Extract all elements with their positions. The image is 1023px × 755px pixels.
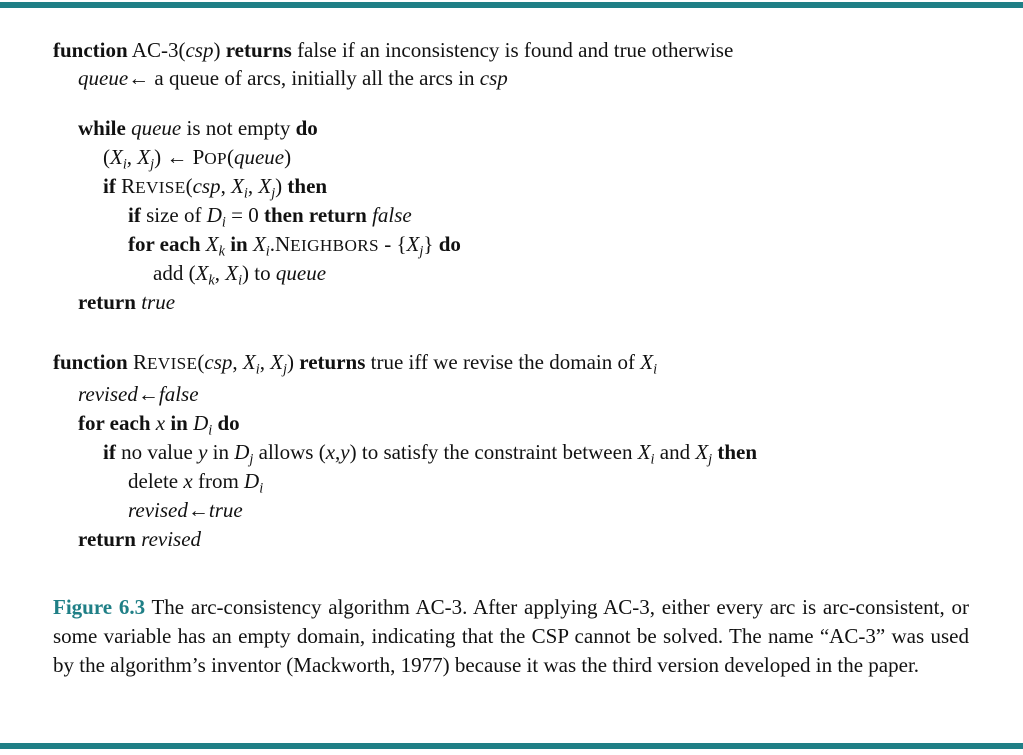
figure-label: Figure 6.3 [53,595,146,619]
if-size-line: if size of $D_i = 0$ then return false [128,203,412,231]
while-line: while queue is not empty do [78,116,318,140]
top-rule [0,2,1023,8]
if-revise-line: if REVISE(csp, $X_i$, $X_j$) then [103,174,328,202]
add-arc-line: add ($X_k$, $X_i$) to queue [153,261,327,289]
figure-caption [53,593,969,680]
revise-signature: function REVISE(csp, $X_i$, $X_j$) returns true iff we revise the domain of $X_i$ [53,350,658,378]
caption-text: The arc-consistency algorithm AC-3. After applying AC-3, either every arc is arc-consistent, or some variable has an empty domain, indicating that the CSP cannot be solved. The name “AC-3” was used by the algorithm’s inventor (Mackworth, 1977) because it was the third version developed in the paper. [53,595,969,677]
return-true-line: return true [78,290,176,314]
delete-line: delete x from $D_i$ [128,469,264,497]
revised-true-line: revised←true [128,498,243,522]
if-no-value-line: if no value y in $D_j$ allows (x,y) to satisfy the constraint between $X_i$ and $X_j$ then [103,440,758,468]
revised-init-line: revised←false [78,382,199,406]
ac3-signature: function AC-3(csp) returns false if an inconsistency is found and true otherwise [53,38,734,62]
for-each-neighbor-line: for each $X_k$ in $X_i.NEIGHBORS - \{X_j\}$ do [128,232,461,260]
bottom-rule [0,743,1023,749]
for-each-x-line: for each x in $D_i$ do [78,411,240,439]
queue-init-line: queue← a queue of arcs, initially all the arcs in csp [78,66,508,90]
return-revised-line: return revised [78,527,202,551]
pop-line: ($X_i$, $X_j$) ← POP(queue) [103,145,292,173]
